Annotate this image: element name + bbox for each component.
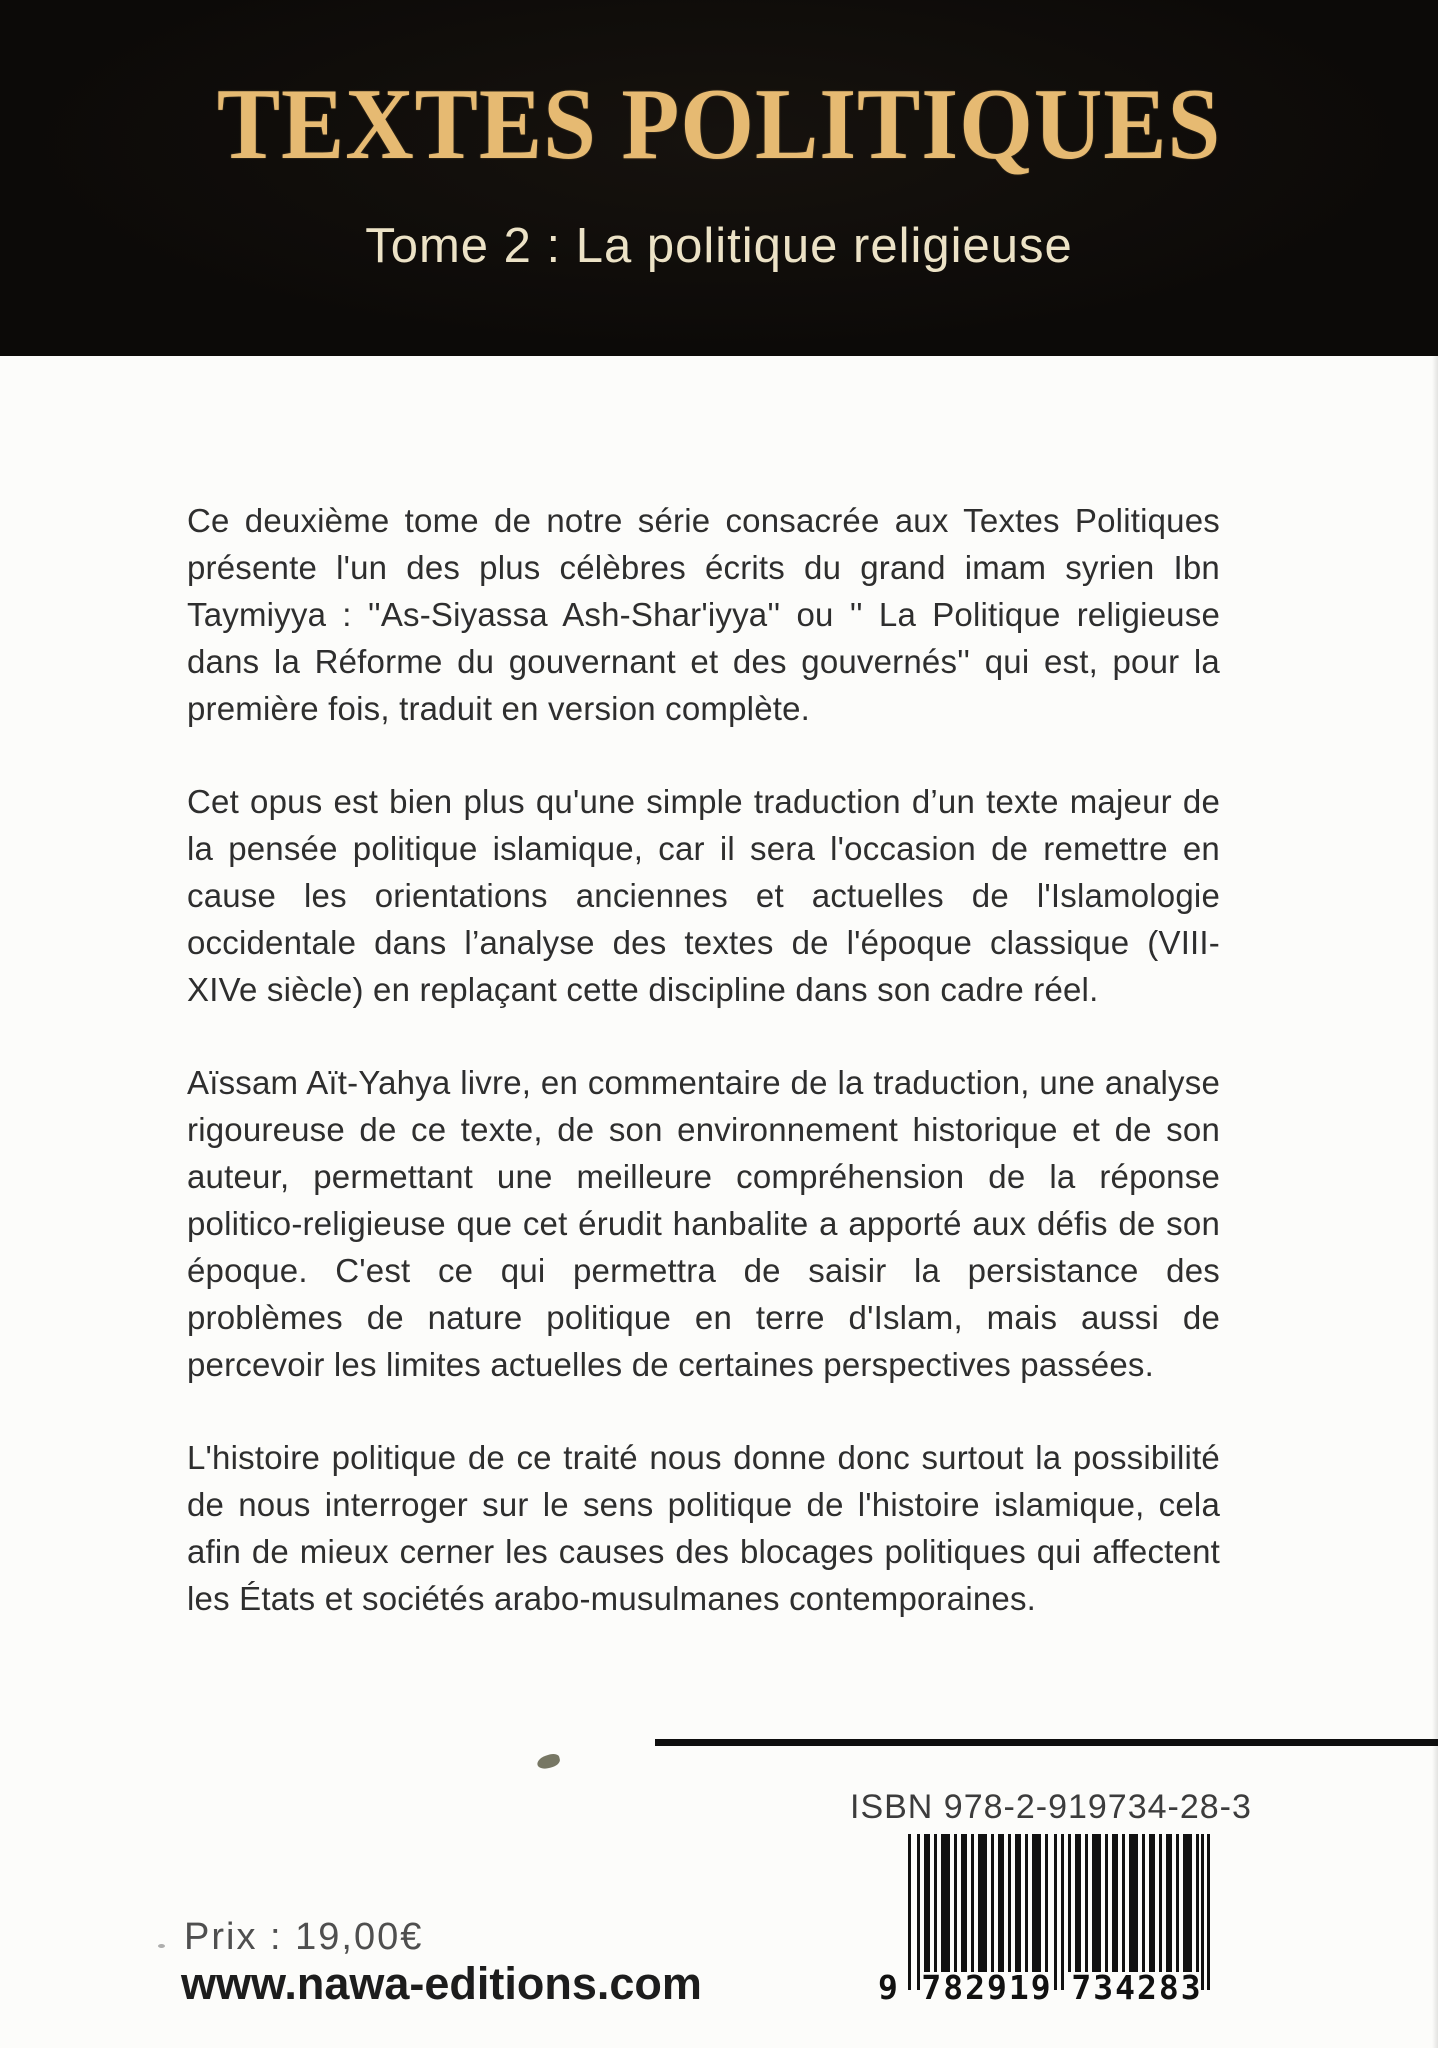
barcode-digit-group1: 782919 [921,1968,1053,2007]
synopsis-paragraph-2: Cet opus est bien plus qu'une simple traduction d’un texte majeur de la pensée politique islamique, car il sera l'occasion de remettre en cause les orientations anciennes et actuelles de l'Islamologie occidentale dans l’analyse des textes de l'époque classique (VIII-XIVe siècle) en replaçant cette discipline dans son cadre réel. [187,783,1220,1008]
isbn-divider-line [655,1739,1438,1746]
header-band [0,0,1438,356]
scan-edge-shadow [1432,356,1438,2048]
barcode-digit-group2: 734283 [1071,1968,1203,2007]
synopsis-paragraph-1: Ce deuxième tome de notre série consacrée aux Textes Politiques présente l'un des plus célèbres écrits du grand imam syrien Ibn Taymiyya : ''As-Siyassa Ash-Shar'iyya'' ou '' La Politique religieuse dans la Réforme du gouvernant et des gouvernés'' qui est, pour la première fois, traduit en version complète. [187,502,1220,727]
ink-smudge [536,1752,561,1770]
isbn-label: ISBN 978-2-919734-28-3 [850,1788,1252,1826]
barcode-digit-left: 9 [878,1968,898,2007]
barcode [908,1834,1210,1990]
website-label: www.nawa-editions.com [181,1958,702,2009]
book-subtitle: Tome 2 : La politique religieuse [365,219,1073,273]
book-title: TEXTES POLITIQUES [216,68,1222,181]
synopsis-paragraph-3: Aïssam Aït-Yahya livre, en commentaire de la traduction, une analyse rigoureuse de ce texte, de son environnement historique et de son auteur, permettant une meilleure compréhension de la réponse politico-religieuse que cet érudit hanbalite a apporté aux défis de son époque. C'est ce qui permettra de saisir la persistance des problèmes de nature politique en terre d'Islam, mais aussi de percevoir les limites actuelles de certaines perspectives passées. [187,1064,1220,1383]
price-label: Prix : 19,00€ [184,1916,424,1958]
scan-speck [158,1944,165,1948]
synopsis-text [187,497,1220,1668]
synopsis-paragraph-4: L'histoire politique de ce traité nous donne donc surtout la possibilité de nous interroger sur le sens politique de l'histoire islamique, cela afin de mieux cerner les causes des blocages politiques qui affectent les États et sociétés arabo-musulmanes contemporaines. [187,1439,1220,1617]
barcode-digits [878,1970,1212,2006]
